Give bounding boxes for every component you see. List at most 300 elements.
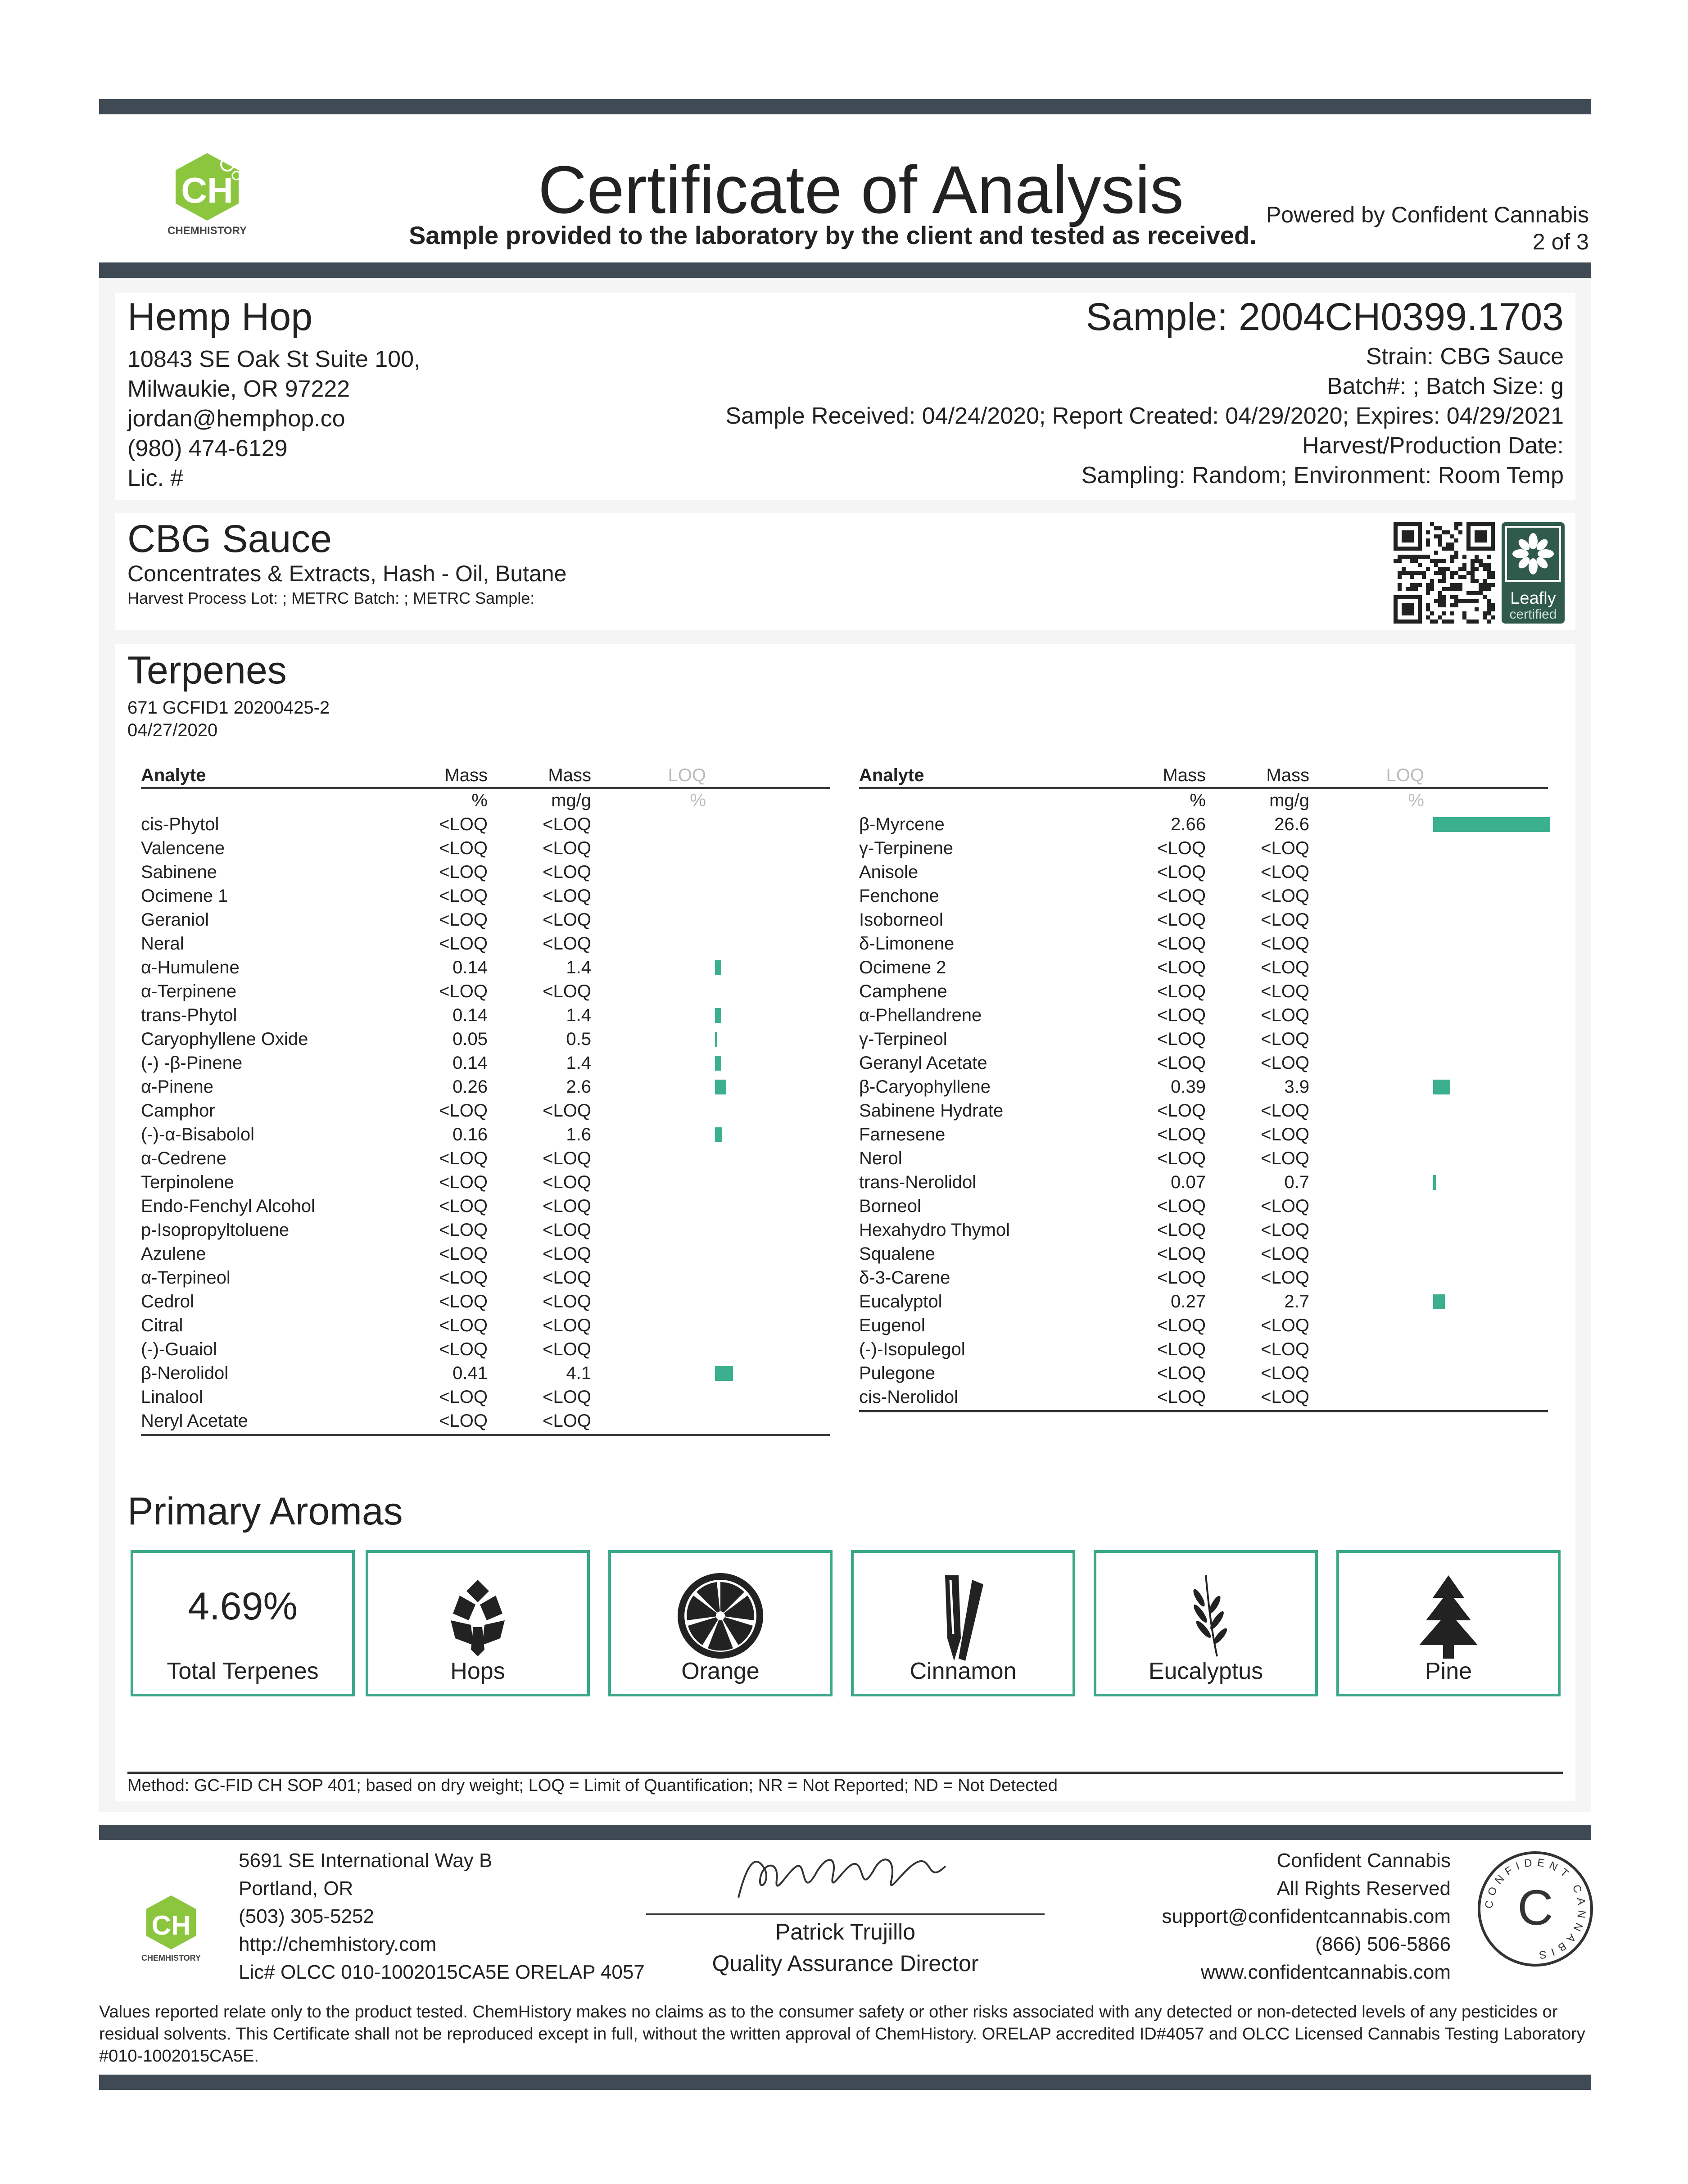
mass-pct: <LOQ: [1157, 1387, 1206, 1407]
client-address-line1: 10843 SE Oak St Suite 100,: [127, 346, 421, 372]
table-row: [859, 1194, 1548, 1218]
mass-mg: <LOQ: [1261, 1149, 1309, 1168]
mass-mg: <LOQ: [543, 838, 591, 858]
mass-mg: <LOQ: [543, 1268, 591, 1288]
mass-pct: <LOQ: [1157, 1149, 1206, 1168]
mass-pct: 0.26: [453, 1077, 488, 1097]
aroma-label: Cinnamon: [910, 1658, 1017, 1684]
mass-mg: <LOQ: [543, 814, 591, 834]
analyte-name: Citral: [141, 1316, 183, 1335]
mass-mg: <LOQ: [1261, 1387, 1309, 1407]
table-row: [141, 1194, 830, 1218]
mass-pct: <LOQ: [1157, 981, 1206, 1001]
table-row: [141, 1051, 830, 1075]
signer-name: Patrick Trujillo: [775, 1919, 916, 1944]
table-row: [141, 1123, 830, 1147]
analyte-name: (-)-Isopulegol: [859, 1339, 965, 1359]
analyte-name: p-Isopropyltoluene: [141, 1220, 290, 1240]
mass-mg: <LOQ: [1261, 1268, 1309, 1288]
lab-address-line2: Portland, OR: [239, 1877, 353, 1899]
leafly-certified-text: certified: [1509, 607, 1557, 622]
table-row: [141, 1314, 830, 1338]
qr-code-icon: [1394, 522, 1495, 624]
analyte-name: β-Nerolidol: [141, 1363, 229, 1383]
header-mass-pct: Mass: [444, 765, 488, 785]
table-row: [141, 1004, 830, 1027]
mass-pct: <LOQ: [1157, 1125, 1206, 1144]
analyte-name: Camphor: [141, 1101, 215, 1121]
mass-mg: <LOQ: [1261, 862, 1309, 882]
mass-mg: 1.4: [566, 958, 591, 977]
sample-sampling: Sampling: Random; Environment: Room Temp: [1081, 462, 1564, 488]
analyte-name: Ocimene 2: [859, 958, 946, 977]
mass-pct: 2.66: [1171, 814, 1206, 834]
analyte-name: Fenchone: [859, 886, 939, 906]
aroma-eucalyptus: [1094, 1550, 1318, 1696]
mass-pct: <LOQ: [439, 981, 488, 1001]
mass-mg: <LOQ: [543, 1172, 591, 1192]
table-row: [141, 1171, 830, 1194]
table-bottom-rule: [859, 1410, 1548, 1412]
terpenes-date: 04/27/2020: [127, 720, 218, 740]
table-row: [141, 1385, 830, 1409]
mass-mg: <LOQ: [543, 862, 591, 882]
analyte-name: Geraniol: [141, 910, 209, 930]
mass-pct: 0.27: [1171, 1292, 1206, 1311]
mass-mg: 2.7: [1284, 1292, 1309, 1311]
leafly-badge: [1502, 522, 1565, 624]
mass-pct: <LOQ: [1157, 838, 1206, 858]
mass-pct: <LOQ: [1157, 1316, 1206, 1335]
analyte-name: Eugenol: [859, 1316, 925, 1335]
table-header: [141, 765, 830, 789]
mass-mg: <LOQ: [1261, 934, 1309, 954]
mass-mg: <LOQ: [1261, 1316, 1309, 1335]
lab-phone: (503) 305-5252: [239, 1905, 374, 1927]
unit-pct: %: [1190, 791, 1206, 810]
cinnamon-icon: [918, 1571, 1008, 1661]
table-row: [859, 1147, 1548, 1171]
table-row: [141, 1290, 830, 1314]
header-mass-pct: Mass: [1163, 765, 1206, 785]
mass-mg: 0.7: [1284, 1172, 1309, 1192]
table-row: [859, 1123, 1548, 1147]
client-license: Lic. #: [127, 465, 184, 491]
total-terpenes-label: Total Terpenes: [167, 1658, 319, 1684]
mass-pct: <LOQ: [1157, 1363, 1206, 1383]
client-email: jordan@hemphop.co: [127, 406, 345, 432]
aroma-hops: [366, 1550, 590, 1696]
mass-mg: 3.9: [1284, 1077, 1309, 1097]
analyte-name: Linalool: [141, 1387, 203, 1407]
svg-text:C: C: [1517, 1880, 1553, 1935]
mass-pct: <LOQ: [439, 838, 488, 858]
mass-mg: 1.4: [566, 1053, 591, 1073]
confident-cannabis-seal: [1475, 1848, 1596, 1970]
table-row: [859, 1385, 1548, 1409]
mass-mg: <LOQ: [543, 1316, 591, 1335]
sample-batch: Batch#: ; Batch Size: g: [1326, 373, 1564, 399]
svg-text:CH: CH: [181, 170, 233, 210]
table-row: [141, 1147, 830, 1171]
mass-mg: <LOQ: [1261, 1363, 1309, 1383]
table-row: [859, 908, 1548, 932]
analyte-name: Pulegone: [859, 1363, 936, 1383]
analyte-name: Farnesene: [859, 1125, 946, 1144]
mass-pct: 0.16: [453, 1125, 488, 1144]
table-row: [859, 1004, 1548, 1027]
table-row: [859, 1314, 1548, 1338]
analyte-name: Terpinolene: [141, 1172, 234, 1192]
mass-mg: <LOQ: [1261, 1101, 1309, 1121]
terpene-bar: [1433, 1080, 1450, 1094]
header-loq: LOQ: [668, 765, 706, 785]
qr-code: [1394, 522, 1495, 624]
analyte-name: Camphene: [859, 981, 947, 1001]
signature: [729, 1844, 964, 1911]
client-address-line2: Milwaukie, OR 97222: [127, 376, 350, 402]
analyte-name: (-)-α-Bisabolol: [141, 1125, 255, 1144]
mass-pct: <LOQ: [439, 1220, 488, 1240]
table-row: [141, 1027, 830, 1051]
analyte-name: Caryophyllene Oxide: [141, 1029, 308, 1049]
powered-by: Powered by Confident Cannabis: [1266, 202, 1589, 227]
mass-pct: <LOQ: [439, 1316, 488, 1335]
terpene-table-left: [141, 765, 830, 1450]
terpenes-title: Terpenes: [127, 649, 287, 692]
mass-pct: <LOQ: [1157, 1339, 1206, 1359]
chemhistory-footer-logo-icon: [135, 1891, 207, 1963]
mass-mg: <LOQ: [1261, 981, 1309, 1001]
method-rule: [127, 1772, 1563, 1774]
mass-mg: <LOQ: [543, 1149, 591, 1168]
analyte-name: Cedrol: [141, 1292, 194, 1311]
mass-pct: <LOQ: [1157, 1005, 1206, 1025]
mass-pct: <LOQ: [439, 1244, 488, 1264]
mass-pct: <LOQ: [1157, 1268, 1206, 1288]
analyte-name: β-Myrcene: [859, 814, 945, 834]
mass-mg: <LOQ: [1261, 1005, 1309, 1025]
terpenes-method-id: 671 GCFID1 20200425-2: [127, 698, 330, 718]
analyte-name: α-Phellandrene: [859, 1005, 982, 1025]
analyte-name: α-Terpineol: [141, 1268, 231, 1288]
table-row: [141, 1266, 830, 1290]
mass-pct: <LOQ: [439, 934, 488, 954]
unit-loq: %: [1408, 791, 1424, 810]
table-row: [859, 1290, 1548, 1314]
mass-mg: 1.4: [566, 1005, 591, 1025]
analyte-name: Endo-Fenchyl Alcohol: [141, 1196, 315, 1216]
mass-mg: <LOQ: [1261, 1029, 1309, 1049]
cc-email[interactable]: support@confidentcannabis.com: [1162, 1905, 1451, 1927]
analyte-name: Geranyl Acetate: [859, 1053, 987, 1073]
header-mass-mg: Mass: [548, 765, 591, 785]
mass-mg: <LOQ: [543, 886, 591, 906]
table-row: [859, 980, 1548, 1004]
mass-pct: <LOQ: [439, 862, 488, 882]
mass-mg: <LOQ: [1261, 1339, 1309, 1359]
unit-mg: mg/g: [551, 791, 591, 810]
mass-pct: <LOQ: [1157, 1101, 1206, 1121]
aroma-orange: [608, 1550, 833, 1696]
mass-pct: <LOQ: [439, 1339, 488, 1359]
table-row: [859, 1242, 1548, 1266]
mass-mg: <LOQ: [543, 910, 591, 930]
mass-pct: <LOQ: [439, 1387, 488, 1407]
mass-mg: <LOQ: [543, 1292, 591, 1311]
leafly-flower-icon: [1502, 522, 1565, 590]
disclaimer: Values reported relate only to the product tested. ChemHistory makes no claims as to the consumer safety or other risks associated with any detected or non-detected levels of any pesticides or residual solvents. This Certificate shall not be reproduced except in full, without the written approval of ChemHistory. ORELAP accredited ID#4057 and OLCC Licensed Cannabis Testing Laboratory #010-1002015CA5E.: [99, 2003, 1585, 2066]
terpene-bar: [715, 1127, 722, 1142]
eucalyptus-icon: [1161, 1571, 1251, 1661]
aroma-label: Hops: [450, 1658, 505, 1684]
mass-mg: <LOQ: [543, 1387, 591, 1407]
analyte-name: Squalene: [859, 1244, 936, 1264]
analyte-name: Eucalyptol: [859, 1292, 942, 1311]
mass-mg: <LOQ: [543, 1244, 591, 1264]
chemhistory-logo-icon: [149, 149, 266, 239]
client-name: Hemp Hop: [127, 295, 313, 339]
mass-mg: <LOQ: [1261, 1196, 1309, 1216]
mass-mg: <LOQ: [1261, 1125, 1309, 1144]
mass-pct: <LOQ: [1157, 886, 1206, 906]
svg-text:CH: CH: [151, 1910, 191, 1940]
mass-mg: <LOQ: [543, 1411, 591, 1431]
table-row: [859, 956, 1548, 980]
table-row: [859, 1027, 1548, 1051]
sample-strain: Strain: CBG Sauce: [1366, 344, 1564, 370]
table-row: [141, 908, 830, 932]
pine-icon: [1403, 1571, 1493, 1661]
mass-mg: <LOQ: [543, 1339, 591, 1359]
method-note: Method: GC-FID CH SOP 401; based on dry weight; LOQ = Limit of Quantification; NR = Not Reported; ND = Not Detected: [127, 1776, 1058, 1795]
analyte-name: Isoborneol: [859, 910, 943, 930]
confident-cannabis-seal-icon: [1475, 1848, 1596, 1970]
terpene-bar: [1433, 817, 1550, 832]
analyte-name: Azulene: [141, 1244, 206, 1264]
table-row: [859, 1266, 1548, 1290]
unit-pct: %: [471, 791, 488, 810]
terpene-bar: [715, 960, 721, 975]
page-subtitle: Sample provided to the laboratory by the client and tested as received.: [409, 221, 1257, 249]
page-title: Certificate of Analysis: [538, 152, 1184, 227]
analyte-name: cis-Phytol: [141, 814, 219, 834]
analyte-name: Borneol: [859, 1196, 921, 1216]
mass-pct: <LOQ: [439, 910, 488, 930]
mass-pct: <LOQ: [1157, 958, 1206, 977]
mass-pct: 0.14: [453, 1005, 488, 1025]
header-loq: LOQ: [1386, 765, 1424, 785]
mass-pct: 0.39: [1171, 1077, 1206, 1097]
mass-pct: <LOQ: [439, 814, 488, 834]
analyte-name: δ-3-Carene: [859, 1268, 950, 1288]
table-row: [859, 884, 1548, 908]
total-terpenes-value: 4.69%: [188, 1585, 298, 1628]
sample-id: Sample: 2004CH0399.1703: [1086, 295, 1564, 339]
mass-pct: <LOQ: [439, 886, 488, 906]
header-analyte: Analyte: [141, 765, 206, 785]
unit-mg: mg/g: [1269, 791, 1309, 810]
table-row: [141, 1218, 830, 1242]
mass-pct: <LOQ: [1157, 1220, 1206, 1240]
table-row: [141, 813, 830, 837]
mass-mg: 2.6: [566, 1077, 591, 1097]
mass-mg: 1.6: [566, 1125, 591, 1144]
terpene-bar: [715, 1366, 733, 1381]
table-row: [859, 1218, 1548, 1242]
analyte-name: α-Pinene: [141, 1077, 213, 1097]
mass-pct: <LOQ: [1157, 1196, 1206, 1216]
mass-pct: <LOQ: [1157, 1029, 1206, 1049]
mass-mg: <LOQ: [543, 981, 591, 1001]
footer-logo: [135, 1891, 207, 1963]
aroma-total-terpenes: [131, 1550, 355, 1696]
table-row: [141, 884, 830, 908]
analyte-name: trans-Nerolidol: [859, 1172, 977, 1192]
mass-pct: 0.05: [453, 1029, 488, 1049]
cc-rights: All Rights Reserved: [1276, 1877, 1451, 1899]
terpene-bar: [715, 1080, 726, 1094]
analyte-name: Neryl Acetate: [141, 1411, 248, 1431]
signature-icon: [729, 1844, 964, 1911]
table-row: [141, 1409, 830, 1433]
mass-mg: <LOQ: [1261, 910, 1309, 930]
aromas-title: Primary Aromas: [127, 1490, 403, 1533]
analyte-name: Nerol: [859, 1149, 902, 1168]
product-lot: Harvest Process Lot: ; METRC Batch: ; METRC Sample:: [127, 589, 535, 607]
table-row: [141, 860, 830, 884]
product-name: CBG Sauce: [127, 517, 332, 561]
unit-loq: %: [690, 791, 706, 810]
analyte-name: δ-Limonene: [859, 934, 955, 954]
analyte-name: α-Terpinene: [141, 981, 237, 1001]
table-row: [859, 1099, 1548, 1123]
terpene-bar: [715, 1032, 717, 1047]
analyte-name: (-)-Guaiol: [141, 1339, 217, 1359]
table-row: [859, 837, 1548, 860]
mass-mg: 4.1: [566, 1363, 591, 1383]
chemhistory-logo: [149, 149, 266, 239]
mass-mg: <LOQ: [1261, 1244, 1309, 1264]
table-row: [141, 1075, 830, 1099]
bottom-bar: [99, 2075, 1591, 2090]
analyte-name: (-) -β-Pinene: [141, 1053, 243, 1073]
client-phone: (980) 474-6129: [127, 435, 288, 461]
table-header: [859, 765, 1548, 789]
aroma-label: Eucalyptus: [1148, 1658, 1263, 1684]
mass-mg: <LOQ: [1261, 958, 1309, 977]
analyte-name: α-Cedrene: [141, 1149, 226, 1168]
analyte-name: Neral: [141, 934, 184, 954]
analyte-name: Sabinene Hydrate: [859, 1101, 1004, 1121]
orange-icon: [675, 1571, 765, 1661]
mass-pct: 0.14: [453, 1053, 488, 1073]
analyte-name: Hexahydro Thymol: [859, 1220, 1010, 1240]
mass-pct: <LOQ: [1157, 862, 1206, 882]
signer-title: Quality Assurance Director: [712, 1951, 979, 1976]
svg-text:CHEMHISTORY: CHEMHISTORY: [167, 225, 247, 237]
table-row: [859, 1361, 1548, 1385]
mass-pct: <LOQ: [1157, 934, 1206, 954]
header-divider: [99, 262, 1591, 278]
table-bottom-rule: [141, 1434, 830, 1436]
table-row: [141, 932, 830, 956]
mass-mg: <LOQ: [1261, 838, 1309, 858]
table-row: [141, 956, 830, 980]
mass-mg: <LOQ: [1261, 886, 1309, 906]
terpene-bar: [1433, 1175, 1436, 1190]
sample-harvest-date: Harvest/Production Date:: [1302, 433, 1564, 459]
top-bar: [99, 99, 1591, 114]
terpene-table-right: [859, 765, 1548, 1450]
table-row: [859, 813, 1548, 837]
terpene-bar: [715, 1008, 721, 1023]
analyte-name: Valencene: [141, 838, 225, 858]
cc-name: Confident Cannabis: [1276, 1849, 1451, 1872]
analyte-name: γ-Terpinene: [859, 838, 954, 858]
mass-pct: <LOQ: [439, 1268, 488, 1288]
lab-address-line1: 5691 SE International Way B: [239, 1849, 493, 1872]
analyte-name: cis-Nerolidol: [859, 1387, 959, 1407]
mass-mg: <LOQ: [1261, 1053, 1309, 1073]
sample-dates: Sample Received: 04/24/2020; Report Created: 04/29/2020; Expires: 04/29/2021: [725, 403, 1564, 429]
analyte-name: trans-Phytol: [141, 1005, 237, 1025]
terpene-bar: [715, 1056, 721, 1071]
mass-mg: <LOQ: [543, 934, 591, 954]
mass-pct: <LOQ: [439, 1172, 488, 1192]
mass-mg: 0.5: [566, 1029, 591, 1049]
aroma-label: Orange: [681, 1658, 760, 1684]
lab-url[interactable]: http://chemhistory.com: [239, 1933, 437, 1955]
aroma-cinnamon: [851, 1550, 1075, 1696]
table-row: [859, 1051, 1548, 1075]
table-row: [141, 1338, 830, 1361]
mass-pct: 0.14: [453, 958, 488, 977]
table-row: [859, 860, 1548, 884]
analyte-name: Anisole: [859, 862, 919, 882]
mass-pct: <LOQ: [439, 1101, 488, 1121]
table-row: [141, 837, 830, 860]
analyte-name: α-Humulene: [141, 958, 240, 977]
footer-bar: [99, 1825, 1591, 1840]
analyte-name: β-Caryophyllene: [859, 1077, 991, 1097]
analyte-name: Sabinene: [141, 862, 217, 882]
cc-url[interactable]: www.confidentcannabis.com: [1200, 1961, 1451, 1983]
table-row: [859, 1075, 1548, 1099]
analyte-name: γ-Terpineol: [859, 1029, 947, 1049]
analyte-name: Ocimene 1: [141, 886, 228, 906]
mass-pct: <LOQ: [1157, 910, 1206, 930]
lab-license: Lic# OLCC 010-1002015CA5E ORELAP 4057: [239, 1961, 645, 1983]
mass-pct: 0.07: [1171, 1172, 1206, 1192]
hops-icon: [433, 1571, 523, 1661]
mass-pct: <LOQ: [439, 1196, 488, 1216]
mass-mg: <LOQ: [543, 1101, 591, 1121]
table-row: [859, 932, 1548, 956]
signature-line: [646, 1913, 1045, 1915]
table-row: [141, 980, 830, 1004]
mass-pct: <LOQ: [1157, 1244, 1206, 1264]
header-analyte: Analyte: [859, 765, 924, 785]
cc-phone: (866) 506-5866: [1315, 1933, 1451, 1955]
product-category: Concentrates & Extracts, Hash - Oil, Butane: [127, 561, 567, 586]
mass-mg: 26.6: [1274, 814, 1309, 834]
mass-pct: <LOQ: [439, 1292, 488, 1311]
mass-pct: <LOQ: [439, 1149, 488, 1168]
table-row: [859, 1171, 1548, 1194]
terpene-bar: [1433, 1294, 1445, 1309]
mass-mg: <LOQ: [1261, 1220, 1309, 1240]
